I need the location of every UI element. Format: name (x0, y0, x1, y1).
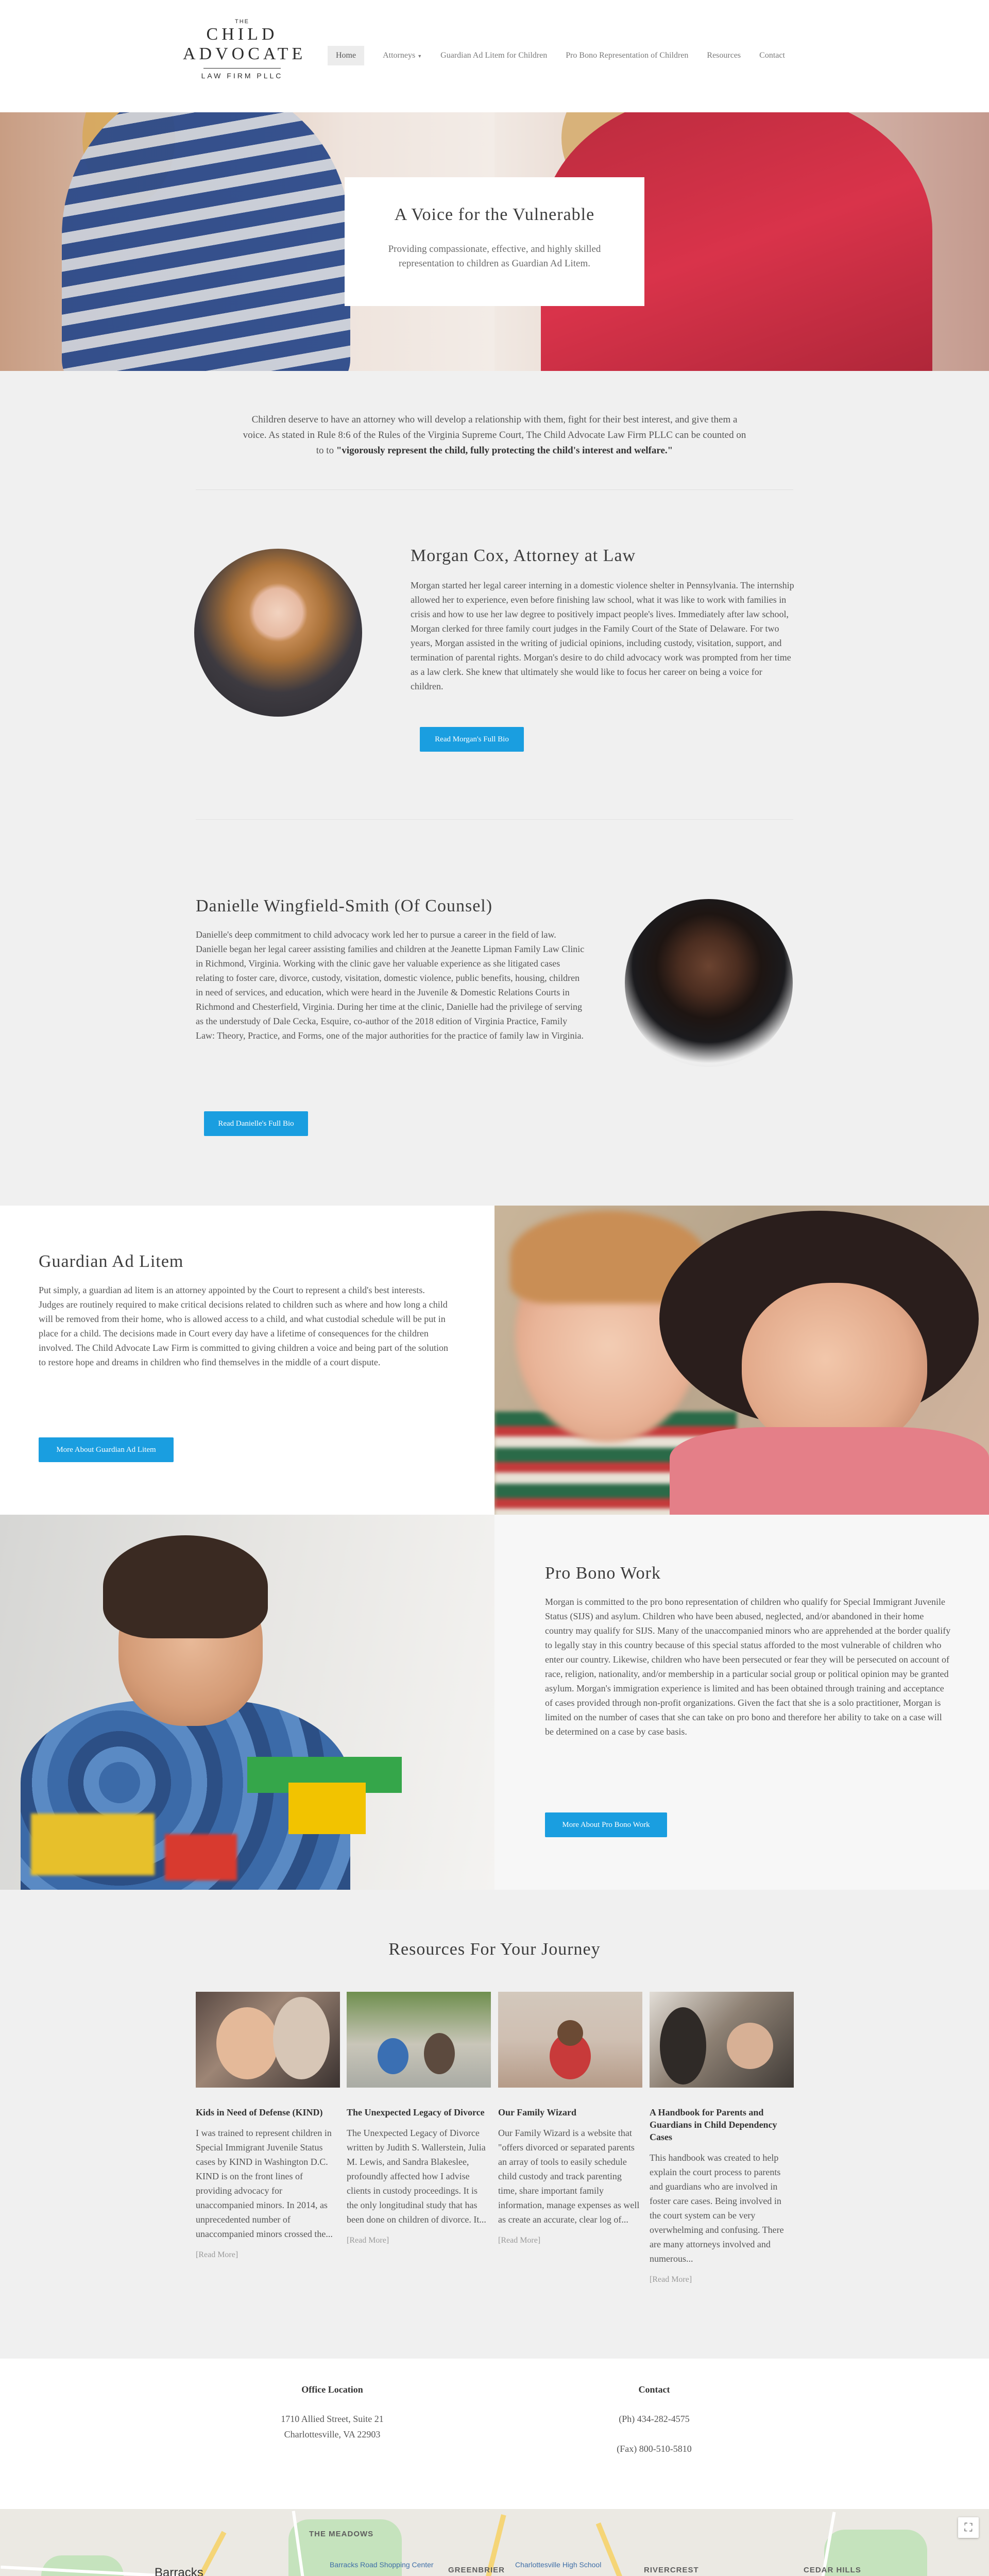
resource-card (196, 1992, 340, 2260)
danielle-bio: Danielle's deep commitment to child advocacy work led her to pursue a career in the field of law. Danielle began her legal career assisting families and children at the Jeanette Lipman Family Law Clinic in Richmond, Virginia. Working with the clinic gave her valuable experience as she litigated cases relating to foster care, divorce, custody, visitation, domestic violence, public benefits, housing, children in need of services, and education, which were heard in the Juvenile & Domestic Relations Courts in Richmond and Chesterfield, Virginia. During her time at the clinic, Danielle had the privilege of serving as the understudy of Dale Cecka, Esquire, co-author of the 2018 edition of Virginia Practice, Family Law: Theory, Practice, and Forms, one of the major authorities for the practice of family law in Virginia. (196, 929, 585, 1041)
intro-body: Children deserve to have an attorney who will develop a relationship with them, fight for their best interest, and give them a voice. As stated in Rule 8:6 of the Rules of the Virginia Supreme Court, The Child Advocate Law Firm PLLC can be counted on to to (243, 414, 746, 456)
hero-title: A Voice for the Vulnerable (394, 205, 595, 224)
gal-text: Put simply, a guardian ad litem is an attorney appointed by the Court to represent a child's best interests. Judges are routinely required to make critical decisions related to children such as where and how long a child will be removed from their home, who is allowed access to a child, and what custodial schedule will be put in place for a child. The decisions made in Court every day have a lifetime of consequences for the children involved. The Child Advocate Law Firm is committed to giving children a voice and being part of the solution to restore hope and dreams in children who find themselves in the middle of a court dispute. (39, 1285, 449, 1367)
morgan-title: Morgan Cox, Attorney at Law (411, 546, 636, 565)
fax-number: (Fax) 800-510-5810 (617, 2444, 692, 2454)
resource-excerpt: The Unexpected Legacy of Divorce written by Judith S. Wallerstein, Julia M. Lewis, and Sandra Blakeslee, profoundly affected how I advise clients in custody proceedings. It is the only longitudinal study that has been done on children of divorce. It... (347, 2128, 486, 2225)
more-pro-bono-button[interactable]: More About Pro Bono Work (545, 1812, 667, 1837)
logo-the: THE (235, 19, 249, 25)
read-morgan-bio-button[interactable]: Read Morgan's Full Bio (420, 727, 524, 752)
photo-lego-blur-yellow (31, 1814, 155, 1875)
resource-excerpt: Our Family Wizard is a website that "offers divorced or separated parents an array of tools to easily schedule child custody and track parenting time, share important family information, manage expenses as well as create an accurate, clear log of... (498, 2128, 640, 2225)
hero-banner (0, 112, 989, 371)
nav-pro-bono[interactable]: Pro Bono Representation of Children (566, 51, 689, 60)
logo-line1: CHILD (206, 25, 278, 44)
office-location-heading: Office Location (301, 2384, 363, 2395)
nav-attorneys[interactable] (383, 46, 422, 65)
phone-number[interactable]: (Ph) 434-282-4575 (619, 2414, 690, 2424)
resource-excerpt: This handbook was created to help explain the court process to parents and guardians who are involved in foster care cases. Being involved in the court system can be very overwhelming and confusing. There are many attorneys involved and numerous... (650, 2153, 784, 2264)
resources-title: Resources For Your Journey (388, 1940, 601, 1959)
danielle-photo (625, 899, 793, 1067)
resource-excerpt: I was trained to represent children in Special Immigrant Juvenile Status cases by KIND in Washington D.C. KIND is on the front lines of providing advocacy for unaccompanied minors. In 2014, as unprecedented number of unaccompanied minors crossed the... (196, 2128, 333, 2239)
more-gal-button[interactable]: More About Guardian Ad Litem (39, 1437, 174, 1462)
resource-heading[interactable]: Kids in Need of Defense (KIND) (196, 2107, 323, 2117)
read-more-link[interactable]: [Read More] (650, 2275, 692, 2284)
logo-rule (203, 68, 281, 69)
address-line1: 1710 Allied Street, Suite 21 (281, 2414, 384, 2424)
photo-hair (103, 1535, 268, 1638)
photo-lego-yellow (288, 1783, 366, 1834)
hero-card (345, 177, 644, 306)
resource-image[interactable] (650, 1992, 794, 2088)
nav-home[interactable]: Home (328, 46, 364, 65)
contact-heading: Contact (638, 2384, 670, 2395)
pro-bono-title: Pro Bono Work (545, 1564, 661, 1583)
map-label: GREENBRIER (448, 2566, 505, 2574)
resource-image[interactable] (196, 1992, 340, 2088)
morgan-bio: Morgan started her legal career interning in a domestic violence shelter in Pennsylvania. The internship allowed her to experience, even before finishing law school, what it was like to work with families in crisis and how to use her law degree to positively impact people's lives. Immediately after law school, Morgan clerked for three family court judges in the Family Court of the State of Delaware. For two years, Morgan assisted in the writing of judicial opinions, including custody, visitation, support, and termination of parental rights. Morgan's desire to do child advocacy work was prompted from her time as a law clerk. She knew that ultimately she would like to focus her career on being a voice for children. (411, 580, 794, 691)
map-label: RIVERCREST (644, 2566, 699, 2574)
intro-emphasis: "vigorously represent the child, fully protecting the child's interest and welfare." (336, 445, 673, 456)
map-poi: Barracks Road Shopping Center (330, 2561, 434, 2569)
resource-heading[interactable]: A Handbook for Parents and Guardians in Child Dependency Cases (650, 2107, 777, 2142)
map-label: Barracks (155, 2566, 203, 2576)
resource-card (650, 1992, 794, 2284)
hero-striped-hoodie (62, 112, 350, 371)
resource-card (498, 1992, 642, 2245)
pro-bono-photo (0, 1515, 494, 1890)
resource-image[interactable] (498, 1992, 642, 2088)
morgan-photo (194, 549, 362, 717)
resource-card (347, 1992, 491, 2245)
photo-lego-blur-red (165, 1834, 237, 1880)
read-danielle-bio-button[interactable]: Read Danielle's Full Bio (204, 1111, 308, 1136)
read-more-link[interactable]: [Read More] (347, 2236, 389, 2245)
resource-heading[interactable]: The Unexpected Legacy of Divorce (347, 2107, 485, 2117)
map-poi: Charlottesville High School (515, 2561, 602, 2569)
photo-girl-shirt (670, 1427, 989, 1515)
section-divider (196, 819, 793, 820)
resource-image[interactable] (347, 1992, 491, 2088)
chevron-down-icon: ▼ (417, 54, 422, 59)
footer (0, 2359, 989, 2509)
nav-attorneys-label: Attorneys (383, 51, 416, 60)
map-label: THE MEADOWS (309, 2530, 374, 2538)
map-label: CEDAR HILLS (804, 2566, 861, 2574)
nav-contact[interactable]: Contact (759, 51, 785, 60)
resources-section (0, 1890, 989, 2359)
fullscreen-button[interactable]: ⛶ (958, 2517, 979, 2538)
resource-heading[interactable]: Our Family Wizard (498, 2107, 577, 2117)
pro-bono-text: Morgan is committed to the pro bono representation of children who qualify for Special Immigrant Juvenile Status (SIJS) and asylum. Children who have been abused, neglected, and/or abandoned in their home country may qualify for SIJS. Many of the unaccompanied minors who are apprehended at the border qualify to legally stay in this country because of this special status afforded to the most vulnerable of children who enter our country. Likewise, children who have been persecuted or fear they will be persecuted on account of race, religion, nationality, and/or membership in a particular social group or political opinion may be granted asylum. Morgan's immigration experience is limited and has been obtained through training and acceptance of cases provided through non-profit organizations. Given the fact that she is a solo practitioner, Morgan is limited on the number of cases that she can take on pro bono and therefore her ability to take on a case will be determined on a case by case basis. (545, 1597, 951, 1737)
read-more-link[interactable]: [Read More] (498, 2236, 541, 2245)
site-logo[interactable] (183, 15, 306, 98)
hero-subtitle: Providing compassionate, effective, and highly skilled representation to children as Guardian Ad Litem. (388, 244, 601, 269)
intro-text (242, 412, 747, 459)
gal-photo (494, 1206, 989, 1515)
nav-resources[interactable]: Resources (707, 51, 741, 60)
office-address (237, 2411, 428, 2442)
address-line2: Charlottesville, VA 22903 (284, 2429, 381, 2439)
danielle-title: Danielle Wingfield-Smith (Of Counsel) (196, 896, 493, 916)
nav-guardian-ad-litem[interactable]: Guardian Ad Litem for Children (440, 51, 548, 60)
section-divider (196, 489, 793, 490)
google-map[interactable] (0, 2509, 989, 2576)
logo-line3: LAW FIRM PLLC (201, 72, 283, 80)
main-nav (328, 44, 785, 67)
read-more-link[interactable]: [Read More] (196, 2250, 238, 2259)
logo-line2: ADVOCATE (183, 44, 306, 63)
gal-title: Guardian Ad Litem (39, 1252, 184, 1271)
